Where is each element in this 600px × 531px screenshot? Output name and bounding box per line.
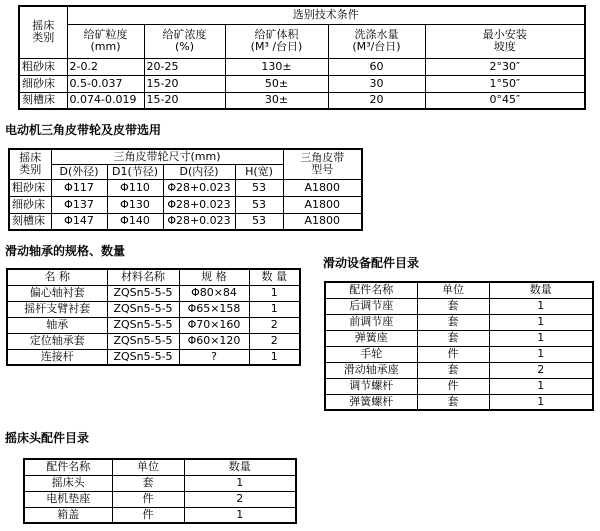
cell: ZQSn5-5-5	[107, 301, 179, 317]
cell: 1	[249, 285, 300, 301]
table-row	[325, 378, 593, 394]
cell: 细砂床	[19, 75, 67, 92]
header-wash-water: 洗涤水量 (M³/台日)	[328, 24, 425, 58]
header-pulley-size: 三角皮带轮尺寸(mm)	[51, 149, 283, 164]
table-row	[19, 92, 585, 109]
cell: 套	[417, 330, 489, 346]
table-row	[24, 507, 296, 523]
table-row	[19, 75, 585, 92]
cell: 2-0.2	[67, 58, 144, 75]
table-row	[7, 317, 300, 333]
cell: 60	[328, 58, 425, 75]
header-feed-density: 给矿浓度 (%)	[144, 24, 225, 58]
cell: ZQSn5-5-5	[107, 317, 179, 333]
cell: 刻槽床	[9, 213, 51, 230]
cell: 套	[112, 475, 184, 491]
header-feed-volume: 给矿体积 (M³ /台日)	[225, 24, 328, 58]
sliding-parts-table	[324, 281, 594, 411]
cell: 1	[489, 314, 593, 330]
cell: 2	[249, 333, 300, 349]
cell: A1800	[283, 196, 362, 213]
cell: 弹簧螺杆	[325, 394, 417, 410]
cell: 件	[417, 346, 489, 362]
table-row	[325, 330, 593, 346]
cell: 1°50″	[425, 75, 585, 92]
cell: 0°45″	[425, 92, 585, 109]
cell: 电机垫座	[24, 491, 112, 507]
cell: 1	[489, 378, 593, 394]
cell: 件	[417, 378, 489, 394]
header-width: H(宽)	[235, 164, 283, 179]
header-belt-model: 三角皮带 型号	[283, 149, 362, 179]
table-row	[325, 346, 593, 362]
header-spec: 规 格	[179, 269, 249, 285]
sliding-bearing-table	[6, 268, 301, 366]
cell: 件	[112, 507, 184, 523]
cell: 15-20	[144, 92, 225, 109]
cell: 套	[417, 298, 489, 314]
cell: Φ70×160	[179, 317, 249, 333]
header-unit: 单位	[417, 282, 489, 298]
table-row	[7, 301, 300, 317]
cell: Φ65×158	[179, 301, 249, 317]
header-name: 名 称	[7, 269, 107, 285]
cell: Φ60×120	[179, 333, 249, 349]
cell: 2°30″	[425, 58, 585, 75]
header-quantity: 数量	[489, 282, 593, 298]
cell: 手轮	[325, 346, 417, 362]
header-outer-diameter: D(外径)	[51, 164, 107, 179]
header-type: 摇床 类别	[19, 6, 67, 58]
cell: ZQSn5-5-5	[107, 333, 179, 349]
cell: 粗砂床	[9, 179, 51, 196]
cell: 1	[489, 298, 593, 314]
header-pitch-diameter: D1(节径)	[107, 164, 163, 179]
table-row	[9, 179, 362, 196]
cell: 摇杆支臂衬套	[7, 301, 107, 317]
cell: 2	[249, 317, 300, 333]
cell: ZQSn5-5-5	[107, 349, 179, 365]
cell: A1800	[283, 179, 362, 196]
cell: 套	[417, 314, 489, 330]
cell: ZQSn5-5-5	[107, 285, 179, 301]
table-row	[325, 298, 593, 314]
cell: 连接杆	[7, 349, 107, 365]
cell: 调节螺杆	[325, 378, 417, 394]
table-row	[325, 362, 593, 378]
section-title-motor-pulley: 电动机三角皮带轮及皮带选用	[5, 123, 162, 137]
cell: 20-25	[144, 58, 225, 75]
cell: A1800	[283, 213, 362, 230]
cell: 偏心轴衬套	[7, 285, 107, 301]
cell: 箱盖	[24, 507, 112, 523]
section-title-sliding-bearing: 滑动轴承的规格、数量	[5, 244, 126, 258]
table-row	[19, 58, 585, 75]
cell: 53	[235, 196, 283, 213]
header-quantity: 数 量	[249, 269, 300, 285]
header-type: 摇床 类别	[9, 149, 51, 179]
cell: 弹簧座	[325, 330, 417, 346]
cell: Φ28+0.023	[163, 179, 235, 196]
header-part-name: 配件名称	[24, 459, 112, 475]
cell: Φ110	[107, 179, 163, 196]
cell: ?	[179, 349, 249, 365]
cell: 30	[328, 75, 425, 92]
shaker-head-parts-table	[23, 458, 297, 524]
header-min-slope: 最小安装 坡度	[425, 24, 585, 58]
cell: Φ140	[107, 213, 163, 230]
header-quantity: 数量	[184, 459, 296, 475]
cell: Φ147	[51, 213, 107, 230]
table-row	[325, 394, 593, 410]
header-material: 材料名称	[107, 269, 179, 285]
cell: 粗砂床	[19, 58, 67, 75]
table-row	[7, 285, 300, 301]
pulley-belt-table	[8, 148, 363, 231]
cell: 件	[112, 491, 184, 507]
cell: 后调节座	[325, 298, 417, 314]
cell: 2	[489, 362, 593, 378]
cell: Φ137	[51, 196, 107, 213]
cell: 1	[489, 330, 593, 346]
cell: 2	[184, 491, 296, 507]
cell: 53	[235, 179, 283, 196]
cell: 套	[417, 394, 489, 410]
table-row	[325, 314, 593, 330]
cell: 1	[249, 349, 300, 365]
table-row	[7, 333, 300, 349]
cell: 53	[235, 213, 283, 230]
cell: Φ80×84	[179, 285, 249, 301]
header-unit: 单位	[112, 459, 184, 475]
table-row	[24, 475, 296, 491]
sorting-conditions-table	[18, 5, 586, 110]
cell: 1	[184, 475, 296, 491]
table-row	[24, 491, 296, 507]
cell: Φ117	[51, 179, 107, 196]
cell: 1	[489, 394, 593, 410]
cell: 1	[184, 507, 296, 523]
cell: 0.5-0.037	[67, 75, 144, 92]
cell: 前调节座	[325, 314, 417, 330]
table-row	[9, 196, 362, 213]
header-feed-size: 给矿粒度 (mm)	[67, 24, 144, 58]
cell: 细砂床	[9, 196, 51, 213]
cell: 定位轴承套	[7, 333, 107, 349]
cell: 套	[417, 362, 489, 378]
table-row	[9, 213, 362, 230]
cell: Φ28+0.023	[163, 213, 235, 230]
cell: 20	[328, 92, 425, 109]
cell: 摇床头	[24, 475, 112, 491]
header-part-name: 配件名称	[325, 282, 417, 298]
section-title-shaker-head-parts: 摇床头配件目录	[5, 431, 90, 445]
cell: 0.074-0.019	[67, 92, 144, 109]
cell: 15-20	[144, 75, 225, 92]
section-title-sliding-parts: 滑动设备配件目录	[323, 256, 420, 270]
cell: 1	[249, 301, 300, 317]
cell: 刻槽床	[19, 92, 67, 109]
cell: 50±	[225, 75, 328, 92]
cell: 1	[489, 346, 593, 362]
cell: Φ28+0.023	[163, 196, 235, 213]
header-sorting-conditions: 选别技术条件	[67, 6, 585, 24]
table-row	[7, 349, 300, 365]
cell: Φ130	[107, 196, 163, 213]
cell: 130±	[225, 58, 328, 75]
cell: 轴承	[7, 317, 107, 333]
cell: 30±	[225, 92, 328, 109]
header-inner-diameter: D(内径)	[163, 164, 235, 179]
cell: 滑动轴承座	[325, 362, 417, 378]
